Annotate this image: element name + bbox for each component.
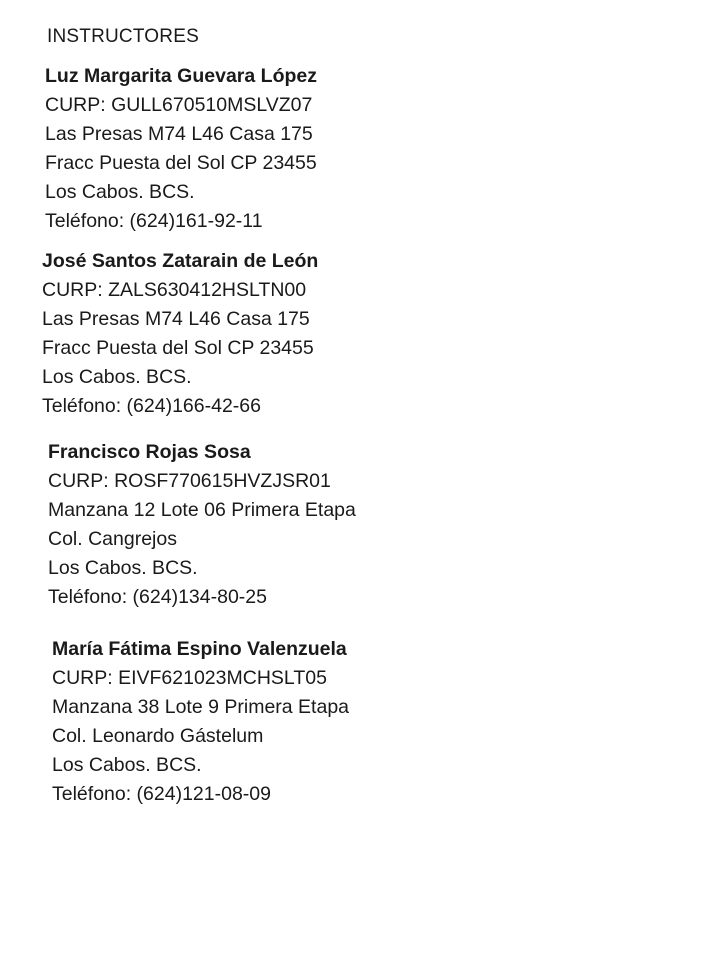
instructor-address-line2: Fracc Puesta del Sol CP 23455 [42, 337, 314, 359]
instructor-phone: Teléfono: (624)166-42-66 [42, 395, 261, 417]
instructor-card [52, 635, 349, 809]
instructor-address-line2: Fracc Puesta del Sol CP 23455 [45, 152, 317, 174]
instructor-city: Los Cabos. BCS. [48, 557, 198, 579]
instructor-name: José Santos Zatarain de León [42, 250, 319, 272]
instructor-phone: Teléfono: (624)161-92-11 [45, 210, 263, 232]
instructor-address-line2: Col. Cangrejos [48, 528, 177, 550]
instructor-card [48, 438, 356, 612]
page-title: INSTRUCTORES [47, 26, 199, 47]
instructor-curp: CURP: GULL670510MSLVZ07 [45, 94, 313, 116]
instructor-address-line1: Manzana 12 Lote 06 Primera Etapa [48, 499, 356, 521]
instructor-name: María Fátima Espino Valenzuela [52, 638, 347, 660]
instructor-city: Los Cabos. BCS. [42, 366, 192, 388]
instructor-curp: CURP: ZALS630412HSLTN00 [42, 279, 307, 301]
instructor-curp: CURP: EIVF621023MCHSLT05 [52, 667, 327, 689]
instructor-address-line2: Col. Leonardo Gástelum [52, 725, 264, 747]
instructor-name: Francisco Rojas Sosa [48, 441, 251, 463]
instructor-curp: CURP: ROSF770615HVZJSR01 [48, 470, 331, 492]
instructor-name: Luz Margarita Guevara López [45, 65, 317, 87]
instructor-card [45, 62, 317, 236]
instructor-phone: Teléfono: (624)121-08-09 [52, 783, 271, 805]
instructor-city: Los Cabos. BCS. [52, 754, 202, 776]
instructor-address-line1: Las Presas M74 L46 Casa 175 [45, 123, 313, 145]
instructor-city: Los Cabos. BCS. [45, 181, 195, 203]
instructor-address-line1: Las Presas M74 L46 Casa 175 [42, 308, 310, 330]
instructor-card [42, 247, 318, 421]
instructor-address-line1: Manzana 38 Lote 9 Primera Etapa [52, 696, 350, 718]
instructor-phone: Teléfono: (624)134-80-25 [48, 586, 267, 608]
